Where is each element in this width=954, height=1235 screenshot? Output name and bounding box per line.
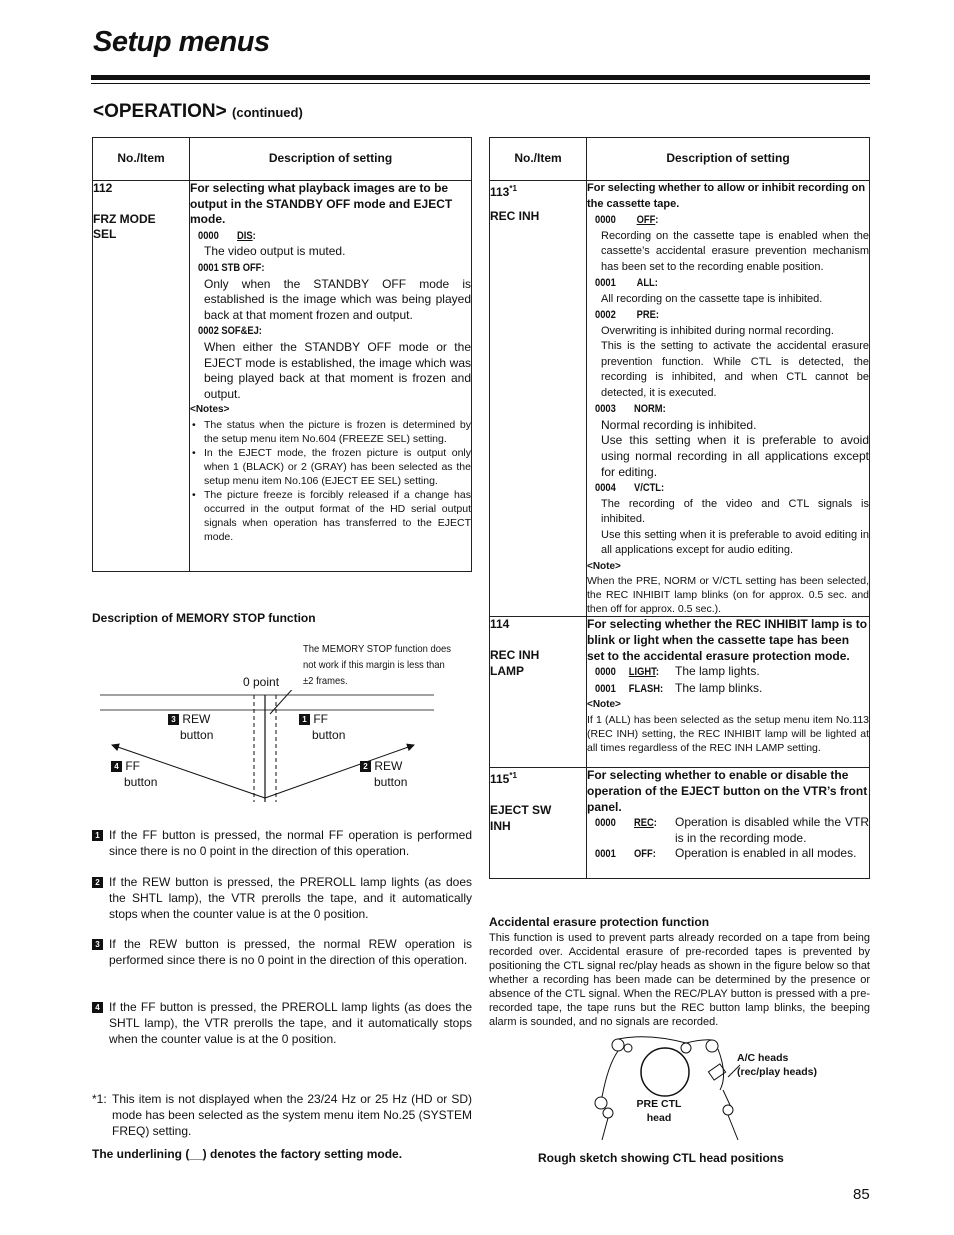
note-item: • In the EJECT mode, the frozen picture is output only when 1 (BLACK) or 2 (GRAY) has been selected as the setup menu item No.106 (EJECT EE SEL) setting. bbox=[190, 446, 471, 488]
note-text: If 1 (ALL) has been selected as the setup menu item No.113 (REC INH) setting, the REC INHIBIT lamp will be lighted at all times regardless of the REC INH LAMP setting. bbox=[587, 714, 869, 754]
option-row: 0001 FLASH: The lamp blinks. bbox=[587, 681, 869, 698]
item-name: EJECT SW bbox=[490, 803, 552, 818]
guide-roller bbox=[681, 1043, 691, 1053]
col-header-no-item: No./Item bbox=[490, 138, 587, 181]
ff-button-label-4: 4 FF button bbox=[111, 758, 157, 790]
page-title: Setup menus bbox=[93, 26, 270, 58]
option-label: 0002 PRE: bbox=[595, 309, 659, 322]
table-row-114 bbox=[490, 617, 870, 768]
title-rule-thin bbox=[91, 83, 870, 84]
margin-note: The MEMORY STOP function does not work if this margin is less than ±2 frames. bbox=[303, 643, 451, 687]
guide-roller bbox=[723, 1105, 733, 1115]
ctl-head-sketch bbox=[588, 1035, 748, 1145]
option-description: This is the setting to activate the accidental erasure prevention function. While CTL is detected, the recording is inhibited, and when CTL cannot be detected, it is executed. bbox=[601, 340, 869, 399]
note-item: • The status when the picture is frozen is determined by the setup menu item No.604 (FREEZE SEL) setting. bbox=[190, 418, 471, 446]
table-row-112 bbox=[93, 181, 472, 572]
option-label: 0004 V/CTL: bbox=[595, 482, 665, 495]
item-heading: For selecting what playback images are to be output in the STANDBY OFF mode and EJECT mode. bbox=[190, 181, 453, 227]
option-description: The lamp lights. bbox=[675, 664, 760, 679]
note-label: <Note> bbox=[587, 560, 621, 572]
item-heading: For selecting whether the REC INHIBIT lamp is to blink or light when the cassette tape has been set to the accidental erasure protection mode. bbox=[587, 617, 868, 663]
option-description: Use this setting when it is preferable to avoid editing in all applications except for audio editing. bbox=[601, 528, 869, 557]
accidental-heading: Accidental erasure protection function bbox=[489, 915, 710, 929]
option-description: When either the STANDBY OFF mode or the EJECT mode is established, the image which was being played back at that moment is frozen and output. bbox=[204, 339, 471, 401]
item-number: 114 bbox=[490, 617, 510, 632]
footnote: *1: This item is not displayed when the 23/24 Hz or 25 Hz (HD or SD) mode has been selected as the system menu item No.25 (SYSTEM FREQ) setting. bbox=[92, 1092, 472, 1138]
step-3: 3 If the REW button is pressed, the normal REW operation is performed since there is no 0 point in the direction of this operation. bbox=[92, 936, 472, 968]
option-description: Use this setting when it is preferable to avoid using normal recording in all applications except for editing. bbox=[601, 433, 869, 479]
rew-button-label-2: 2 REW button bbox=[360, 758, 407, 790]
note-item: • The picture freeze is forcibly released if a change has occurred in the output format of the HD serial output signals when operation has transferred to the EJECT mode. bbox=[190, 488, 471, 544]
item-heading: For selecting whether to enable or disable the operation of the EJECT button on the VTR’s front panel. bbox=[587, 768, 868, 814]
zero-point-label: 0 point bbox=[243, 675, 280, 689]
step-1: 1 If the FF button is pressed, the normal FF operation is performed since there is no 0 point in the direction of this operation. bbox=[92, 827, 472, 859]
option-description: Overwriting is inhibited during normal recording. bbox=[601, 324, 834, 337]
title-rule bbox=[91, 75, 870, 80]
item-name: SEL bbox=[93, 227, 117, 242]
ac-heads-label: A/C heads (rec/play heads) bbox=[737, 1052, 817, 1078]
item-number: 113$^{*1}$ bbox=[490, 184, 517, 199]
option-description: Operation is disabled while the VTR is in the recording mode. bbox=[675, 815, 869, 845]
item-number: 112 bbox=[93, 181, 113, 195]
option-label: 0000 DIS: bbox=[198, 229, 256, 242]
option-description: Only when the STANDBY OFF mode is established is the image which was being played back at that moment frozen and output. bbox=[204, 276, 471, 322]
note-label: <Note> bbox=[587, 699, 621, 711]
page-number: 85 bbox=[853, 1186, 870, 1203]
option-description: Recording on the cassette tape is enabled when the cassette’s accidental erasure prevention mechanism has been set to the recording enable position. bbox=[601, 229, 869, 273]
col-header-description: Description of setting bbox=[587, 138, 870, 181]
guide-roller bbox=[595, 1097, 607, 1109]
guide-roller bbox=[612, 1039, 624, 1051]
notes-list bbox=[190, 418, 471, 544]
option-description: All recording on the cassette tape is inhibited. bbox=[601, 292, 823, 305]
ff-button-label-1: 1 FF button bbox=[299, 711, 345, 743]
item-name: INH bbox=[490, 818, 511, 833]
notes-label: <Notes> bbox=[190, 404, 230, 416]
col-header-description: Description of setting bbox=[190, 138, 472, 181]
col-header-no-item: No./Item bbox=[93, 138, 190, 181]
item-number: 115$^{*1}$ bbox=[490, 771, 517, 787]
option-row: 0000 LIGHT: The lamp lights. bbox=[587, 664, 869, 681]
option-label: 0002 SOF&EJ: bbox=[198, 325, 262, 338]
guide-roller bbox=[603, 1108, 613, 1118]
drum bbox=[641, 1048, 689, 1096]
option-description: The lamp blinks. bbox=[675, 680, 763, 695]
underline-note: The underlining (__) denotes the factory setting mode. bbox=[92, 1147, 403, 1161]
option-label: 0000 OFF: bbox=[595, 214, 659, 226]
option-row: 0001 OFF: Operation is enabled in all modes. bbox=[587, 846, 869, 863]
table-row-113 bbox=[490, 181, 870, 617]
option-label: 0001 ALL: bbox=[595, 277, 658, 290]
pre-ctl-label: PRE CTL head bbox=[636, 1098, 682, 1124]
step-2: 2 If the REW button is pressed, the PREROLL lamp lights (as does the SHTL lamp), the VTR prerolls the tape, and it automatically stops when the counter value is at the 0 position. bbox=[92, 874, 472, 922]
guide-roller bbox=[706, 1040, 718, 1052]
option-label: 0001 STB OFF: bbox=[198, 261, 265, 274]
section-heading: <OPERATION> (continued) bbox=[93, 101, 303, 122]
sketch-caption: Rough sketch showing CTL head positions bbox=[538, 1151, 784, 1165]
item-name: REC INH bbox=[490, 208, 540, 223]
option-row: 0000 REC: Operation is disabled while the VTR is in the recording mode. bbox=[595, 815, 869, 845]
option-description: The recording of the video and CTL signals is inhibited. bbox=[601, 497, 869, 526]
option-description: Normal recording is inhibited. bbox=[601, 417, 757, 432]
left-settings-table bbox=[92, 137, 472, 572]
guide-roller bbox=[624, 1044, 632, 1052]
memory-stop-diagram bbox=[92, 690, 442, 810]
step-4: 4 If the FF button is pressed, the PREROLL lamp lights (as does the SHTL lamp), the VTR prerolls the tape, and it automatically stops when the counter value is at the 0 position. bbox=[92, 999, 472, 1047]
option-description: Operation is enabled in all modes. bbox=[675, 846, 857, 861]
memory-stop-heading: Description of MEMORY STOP function bbox=[92, 611, 316, 625]
table-row-115 bbox=[490, 768, 870, 879]
note-text: When the PRE, NORM or V/CTL setting has been selected, the REC INHIBIT lamp blinks (on for approx. 0.5 sec. and then off for approx. 0.5 sec.). bbox=[587, 575, 869, 616]
right-settings-table bbox=[489, 137, 870, 879]
item-heading: For selecting whether to allow or inhibit recording on the cassette tape. bbox=[587, 182, 866, 210]
item-name: FRZ MODE bbox=[93, 211, 156, 226]
option-description: The video output is muted. bbox=[204, 244, 346, 259]
item-name: REC INH bbox=[490, 648, 540, 663]
rew-button-label-3: 3 REW button bbox=[168, 711, 213, 743]
item-name: LAMP bbox=[490, 663, 524, 678]
accidental-text: This function is used to prevent parts already recorded on a tape from being recorded over. Accidental erasure of pre-recorded tapes is prevented by positioning the CTL signal rec/play heads as shown in the figure below so that whether a recording has been made can be determined by the presence or absence of the CTL signal. When the REC/PLAY button is pressed with a pre-recorded tape, the tape runs but the REC button lamp blinks, the beeping alarm is sounded, and no signals are recorded. bbox=[489, 932, 870, 1028]
option-label: 0003 NORM: bbox=[595, 403, 666, 416]
